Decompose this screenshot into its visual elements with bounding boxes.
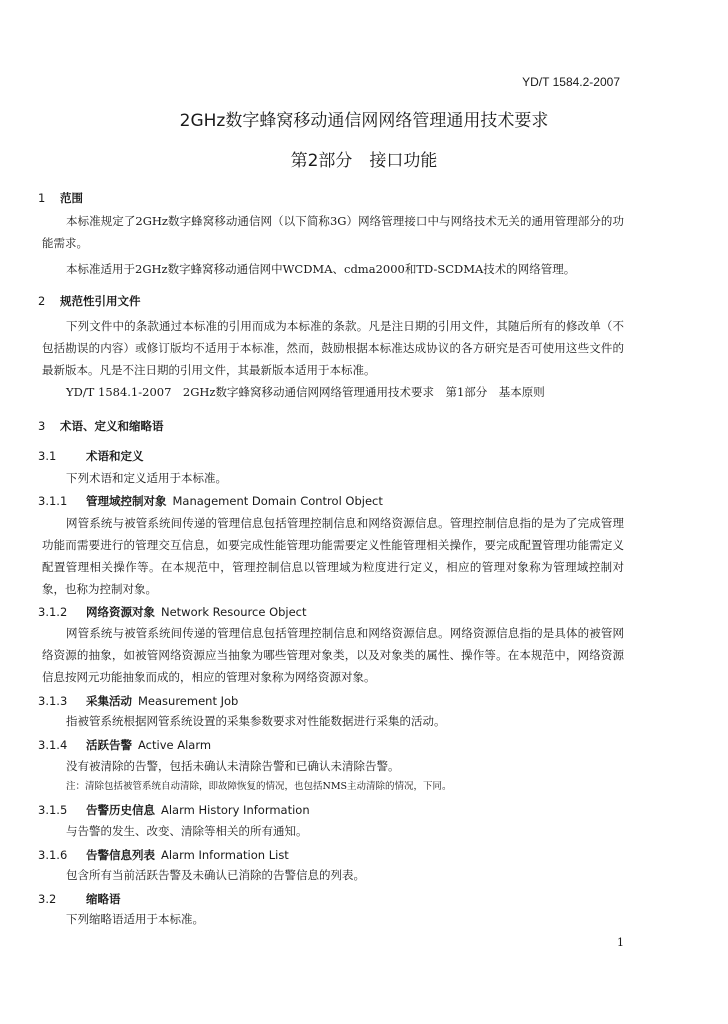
- section-title: 规范性引用文件: [60, 294, 141, 308]
- section-title: 网络资源对象: [86, 605, 155, 619]
- section-number: 2: [38, 294, 46, 308]
- paragraph: 网管系统与被管系统间传递的管理信息包括管理控制信息和网络资源信息。管理控制信息指的是为了完成管理功能而需要进行的管理交互信息，如要完成性能管理功能需要定义性能管理相关操作，要完成配置管理功能需定义配置管理相关操作等。在本规范中，管理控制信息以管理域为粒度进行定义，相应的管理对象称为管理域控制对象，也称为控制对象。: [42, 516, 624, 596]
- subsection-3-1-6-heading: [38, 847, 289, 863]
- section-number: 3.1.3: [38, 694, 68, 708]
- section-title: 管理域控制对象: [86, 494, 167, 508]
- section-number: 3.1: [38, 449, 57, 463]
- paragraph: 与告警的发生、改变、清除等相关的所有通知。: [66, 824, 308, 838]
- section-title-en: Alarm History Information: [161, 803, 310, 817]
- section-title: 术语和定义: [86, 449, 144, 463]
- paragraph: 下列术语和定义适用于本标准。: [66, 471, 227, 485]
- section-number: 3.1.2: [38, 605, 68, 619]
- section-number: 3.1.6: [38, 848, 68, 862]
- subsection-3-1-3-heading: [38, 693, 238, 709]
- subsection-3-1-4-heading: [38, 737, 211, 753]
- paragraph: 指被管系统根据网管系统设置的采集参数要求对性能数据进行采集的活动。: [66, 714, 446, 728]
- section-1-heading: [38, 190, 83, 206]
- section-title-en: Network Resource Object: [161, 605, 307, 619]
- page-number: 1: [617, 936, 624, 949]
- paragraph: 下列缩略语适用于本标准。: [66, 912, 204, 926]
- paragraph: 下列文件中的条款通过本标准的引用而成为本标准的条款。凡是注日期的引用文件，其随后所有的修改单（不包括勘误的内容）或修订版均不适用于本标准，然而，鼓励根据本标准达成协议的各方研究是否可使用这些文件的最新版本。凡是不注日期的引用文件，其最新版本适用于本标准。: [42, 319, 624, 377]
- section-number: 3: [38, 419, 46, 433]
- paragraph: 本标准适用于2GHz数字蜂窝移动通信网中WCDMA、cdma2000和TD-SCDMA技术的网络管理。: [66, 262, 576, 276]
- section-title-en: Active Alarm: [138, 738, 212, 752]
- section-title: 采集活动: [86, 694, 132, 708]
- subsection-3-1-5-heading: [38, 802, 310, 818]
- section-title: 告警信息列表: [86, 848, 155, 862]
- section-title-en: Alarm Information List: [161, 848, 289, 862]
- reference-item: YD/T 1584.1-2007 2GHz数字蜂窝移动通信网网络管理通用技术要求 第1部分 基本原则: [66, 385, 545, 399]
- document-title: 2GHz数字蜂窝移动通信网网络管理通用技术要求: [179, 111, 549, 131]
- section-number: 3.1.4: [38, 738, 68, 752]
- section-title-en: Management Domain Control Object: [172, 494, 383, 508]
- note: 注：清除包括被管系统自动清除，即故障恢复的情况，也包括NMS主动清除的情况，下同。: [66, 781, 452, 792]
- section-title-en: Measurement Job: [138, 694, 239, 708]
- subsection-3-2-heading: [38, 891, 121, 907]
- paragraph: 包含所有当前活跃告警及未确认已消除的告警信息的列表。: [66, 868, 365, 882]
- section-title: 活跃告警: [86, 738, 132, 752]
- section-number: 1: [38, 191, 46, 205]
- paragraph: 网管系统与被管系统间传递的管理信息包括管理控制信息和网络资源信息。网络资源信息指的是具体的被管网络资源的抽象，如被管网络资源应当抽象为哪些管理对象类，以及对象类的属性、操作等。在本规范中，网络资源信息按网元功能抽象而成的，相应的管理对象称为网络资源对象。: [42, 626, 624, 684]
- section-2-heading: [38, 293, 141, 309]
- document-subtitle: 第2部分 接口功能: [290, 151, 438, 171]
- section-number: 3.2: [38, 892, 57, 906]
- section-3-heading: [38, 418, 164, 434]
- subsection-3-1-1-heading: [38, 493, 383, 509]
- paragraph: 本标准规定了2GHz数字蜂窝移动通信网（以下简称3G）网络管理接口中与网络技术无关的通用管理部分的功能需求。: [42, 214, 624, 250]
- subsection-3-1-2-heading: [38, 604, 307, 620]
- section-title: 缩略语: [86, 892, 121, 906]
- section-number: 3.1.5: [38, 803, 68, 817]
- paragraph: 没有被清除的告警，包括未确认未清除告警和已确认未清除告警。: [66, 759, 400, 773]
- section-title: 告警历史信息: [86, 803, 155, 817]
- section-title: 术语、定义和缩略语: [60, 419, 164, 433]
- subsection-3-1-heading: [38, 448, 144, 464]
- standard-code: YD/T 1584.2-2007: [522, 75, 620, 89]
- section-title: 范围: [60, 191, 83, 205]
- section-number: 3.1.1: [38, 494, 68, 508]
